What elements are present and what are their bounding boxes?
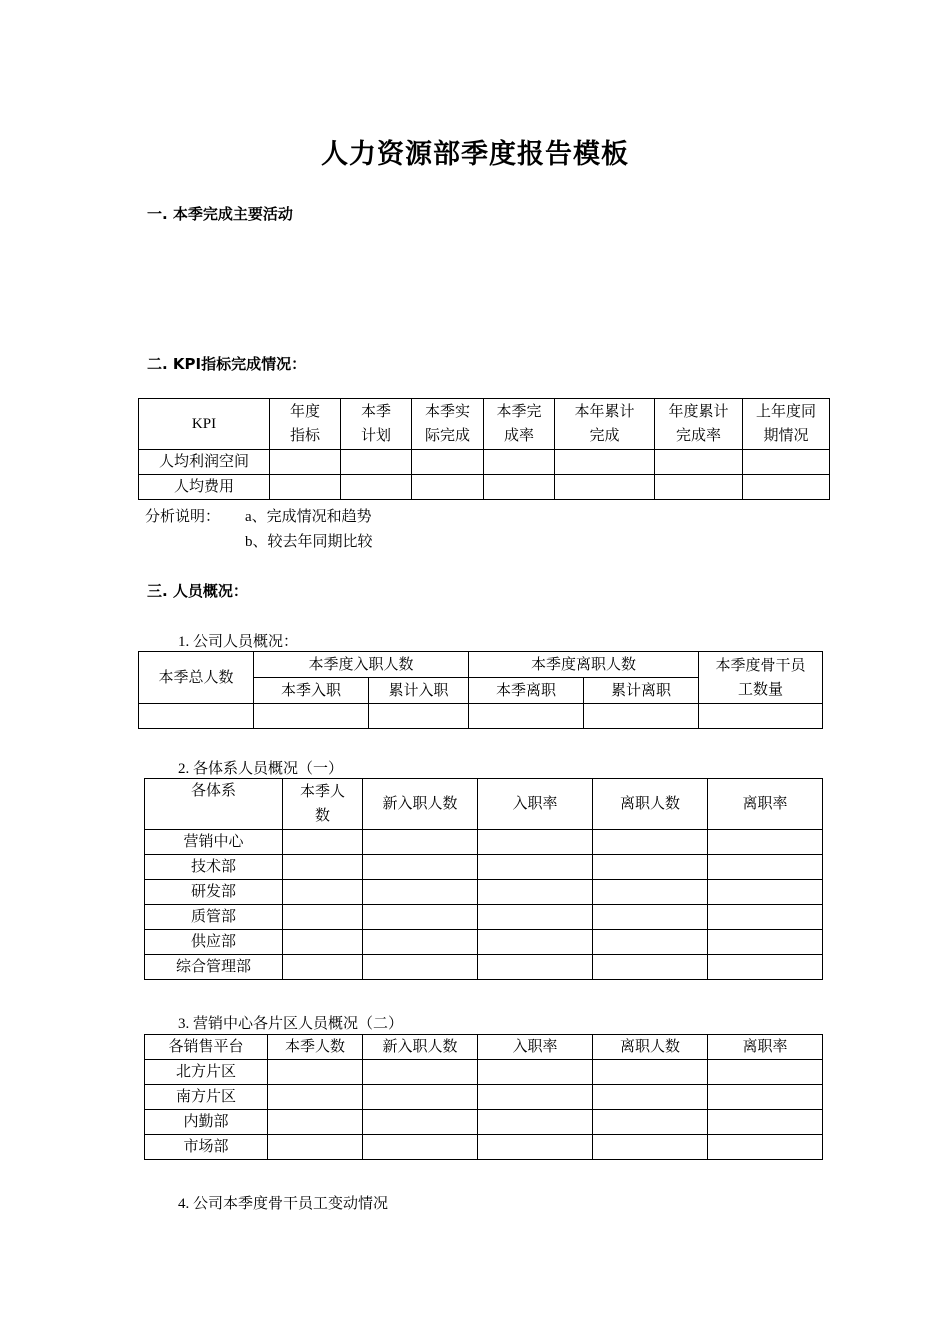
empty-cell[interactable]: [270, 475, 341, 500]
empty-cell[interactable]: [593, 1110, 708, 1135]
kpi-header-cell: 本季 计划: [341, 399, 412, 450]
page-title: 人力资源部季度报告模板: [321, 139, 629, 170]
row-label: 技术部: [145, 855, 283, 880]
table-row: [145, 880, 823, 905]
table-row: [145, 830, 823, 855]
empty-cell[interactable]: [254, 704, 369, 729]
table-row: [139, 704, 823, 729]
table-row: [145, 855, 823, 880]
department-table: [144, 778, 823, 980]
section-2-heading: 二. KPI指标完成情况：: [147, 355, 307, 373]
kpi-header-cell: 本季实 际完成: [412, 399, 484, 450]
empty-cell[interactable]: [584, 704, 699, 729]
sub2-title: 2. 各体系人员概况（一）: [178, 761, 344, 777]
empty-cell[interactable]: [283, 955, 363, 980]
empty-cell[interactable]: [363, 1085, 478, 1110]
empty-cell[interactable]: [283, 855, 363, 880]
empty-cell[interactable]: [363, 830, 478, 855]
empty-cell[interactable]: [743, 450, 830, 475]
region-header-cell: 新入职人数: [363, 1035, 478, 1060]
row-label: 综合管理部: [145, 955, 283, 980]
dept-header-cell: 入职率: [478, 779, 593, 830]
kpi-header-cell: KPI: [139, 399, 270, 450]
kpi-header-cell: 年度 指标: [270, 399, 341, 450]
table-row: [145, 1135, 823, 1160]
empty-cell[interactable]: [655, 450, 743, 475]
empty-cell[interactable]: [283, 830, 363, 855]
empty-cell[interactable]: [708, 830, 823, 855]
empty-cell[interactable]: [363, 880, 478, 905]
empty-cell[interactable]: [593, 880, 708, 905]
empty-cell[interactable]: [484, 450, 555, 475]
empty-cell[interactable]: [478, 855, 593, 880]
dept-header-cell: 新入职人数: [363, 779, 478, 830]
empty-cell[interactable]: [593, 830, 708, 855]
empty-cell[interactable]: [593, 930, 708, 955]
dept-header-cell: 各体系: [145, 779, 283, 830]
row-label: 市场部: [145, 1135, 268, 1160]
table-row: [139, 450, 830, 475]
row-label: 人均费用: [139, 475, 270, 500]
region-header-cell: 离职人数: [593, 1035, 708, 1060]
exit-quarter-header: 本季离职: [469, 678, 584, 704]
empty-cell[interactable]: [283, 930, 363, 955]
row-label: 北方片区: [145, 1060, 268, 1085]
empty-cell[interactable]: [268, 1110, 363, 1135]
region-header-cell: 本季人数: [268, 1035, 363, 1060]
kpi-header-cell: 上年度同 期情况: [743, 399, 830, 450]
empty-cell[interactable]: [478, 830, 593, 855]
empty-cell[interactable]: [478, 955, 593, 980]
entry-group-header: 本季度入职人数: [254, 652, 469, 678]
empty-cell[interactable]: [363, 955, 478, 980]
empty-cell[interactable]: [478, 880, 593, 905]
row-label: 营销中心: [145, 830, 283, 855]
exit-cumulative-header: 累计离职: [584, 678, 699, 704]
dept-header-cell: 离职率: [708, 779, 823, 830]
department-header-row: [145, 779, 823, 830]
empty-cell[interactable]: [363, 905, 478, 930]
exit-group-header: 本季度离职人数: [469, 652, 699, 678]
empty-cell[interactable]: [268, 1085, 363, 1110]
empty-cell[interactable]: [708, 1110, 823, 1135]
empty-cell[interactable]: [412, 450, 484, 475]
region-header-row: [145, 1035, 823, 1060]
dept-header-cell: 离职人数: [593, 779, 708, 830]
empty-cell[interactable]: [363, 1135, 478, 1160]
row-label: 南方片区: [145, 1085, 268, 1110]
kpi-header-row: [139, 399, 830, 450]
sub1-title: 1. 公司人员概况：: [178, 634, 299, 650]
empty-cell[interactable]: [484, 475, 555, 500]
table-row: [145, 955, 823, 980]
headcount-header-row-1: [139, 652, 823, 678]
empty-cell[interactable]: [478, 1085, 593, 1110]
empty-cell[interactable]: [478, 1135, 593, 1160]
empty-cell[interactable]: [469, 704, 584, 729]
empty-cell[interactable]: [270, 450, 341, 475]
empty-cell[interactable]: [655, 475, 743, 500]
empty-cell[interactable]: [341, 475, 412, 500]
empty-cell[interactable]: [478, 905, 593, 930]
empty-cell[interactable]: [699, 704, 823, 729]
empty-cell[interactable]: [478, 930, 593, 955]
entry-quarter-header: 本季入职: [254, 678, 369, 704]
empty-cell[interactable]: [708, 1135, 823, 1160]
empty-cell[interactable]: [593, 1060, 708, 1085]
empty-cell[interactable]: [363, 1060, 478, 1085]
table-row: [145, 1110, 823, 1135]
empty-cell[interactable]: [412, 475, 484, 500]
empty-cell[interactable]: [708, 1085, 823, 1110]
headcount-table: [138, 651, 823, 729]
row-label: 供应部: [145, 930, 283, 955]
empty-cell[interactable]: [478, 1060, 593, 1085]
empty-cell[interactable]: [708, 930, 823, 955]
empty-cell[interactable]: [268, 1135, 363, 1160]
empty-cell[interactable]: [593, 855, 708, 880]
row-label: 质管部: [145, 905, 283, 930]
dept-header-cell: 本季人 数: [283, 779, 363, 830]
section-3-heading: 三. 人员概况：: [147, 582, 248, 600]
empty-cell[interactable]: [555, 475, 655, 500]
empty-cell[interactable]: [283, 905, 363, 930]
row-label: 人均利润空间: [139, 450, 270, 475]
region-header-cell: 入职率: [478, 1035, 593, 1060]
empty-cell[interactable]: [341, 450, 412, 475]
empty-cell[interactable]: [478, 1110, 593, 1135]
empty-cell[interactable]: [593, 905, 708, 930]
empty-cell[interactable]: [743, 475, 830, 500]
entry-cumulative-header: 累计入职: [369, 678, 469, 704]
core-staff-header: 本季度骨干员 工数量: [699, 652, 823, 704]
empty-cell[interactable]: [593, 1135, 708, 1160]
analysis-label: 分析说明：: [145, 509, 221, 525]
kpi-header-cell: 本季完 成率: [484, 399, 555, 450]
sub4-title: 4. 公司本季度骨干员工变动情况: [178, 1196, 389, 1212]
total-headcount-header: 本季总人数: [139, 652, 254, 704]
empty-cell[interactable]: [363, 930, 478, 955]
empty-cell[interactable]: [708, 1060, 823, 1085]
empty-cell[interactable]: [708, 880, 823, 905]
analysis-item-a: a、完成情况和趋势: [245, 509, 372, 525]
empty-cell[interactable]: [268, 1060, 363, 1085]
row-label: 内勤部: [145, 1110, 268, 1135]
table-row: [145, 1085, 823, 1110]
empty-cell[interactable]: [555, 450, 655, 475]
kpi-table: [138, 398, 830, 500]
empty-cell[interactable]: [363, 855, 478, 880]
empty-cell[interactable]: [708, 855, 823, 880]
table-row: [145, 930, 823, 955]
kpi-header-cell: 本年累计 完成: [555, 399, 655, 450]
empty-cell[interactable]: [139, 704, 254, 729]
region-header-cell: 各销售平台: [145, 1035, 268, 1060]
empty-cell[interactable]: [593, 1085, 708, 1110]
empty-cell[interactable]: [369, 704, 469, 729]
sub3-title: 3. 营销中心各片区人员概况（二）: [178, 1016, 404, 1032]
empty-cell[interactable]: [283, 880, 363, 905]
region-table: [144, 1034, 823, 1160]
empty-cell[interactable]: [593, 955, 708, 980]
empty-cell[interactable]: [363, 1110, 478, 1135]
empty-cell[interactable]: [708, 905, 823, 930]
section-1-heading: 一. 本季完成主要活动: [147, 205, 293, 223]
table-row: [139, 475, 830, 500]
analysis-item-b: b、较去年同期比较: [245, 534, 373, 550]
table-row: [145, 1060, 823, 1085]
empty-cell[interactable]: [708, 955, 823, 980]
region-header-cell: 离职率: [708, 1035, 823, 1060]
table-row: [145, 905, 823, 930]
kpi-header-cell: 年度累计 完成率: [655, 399, 743, 450]
row-label: 研发部: [145, 880, 283, 905]
